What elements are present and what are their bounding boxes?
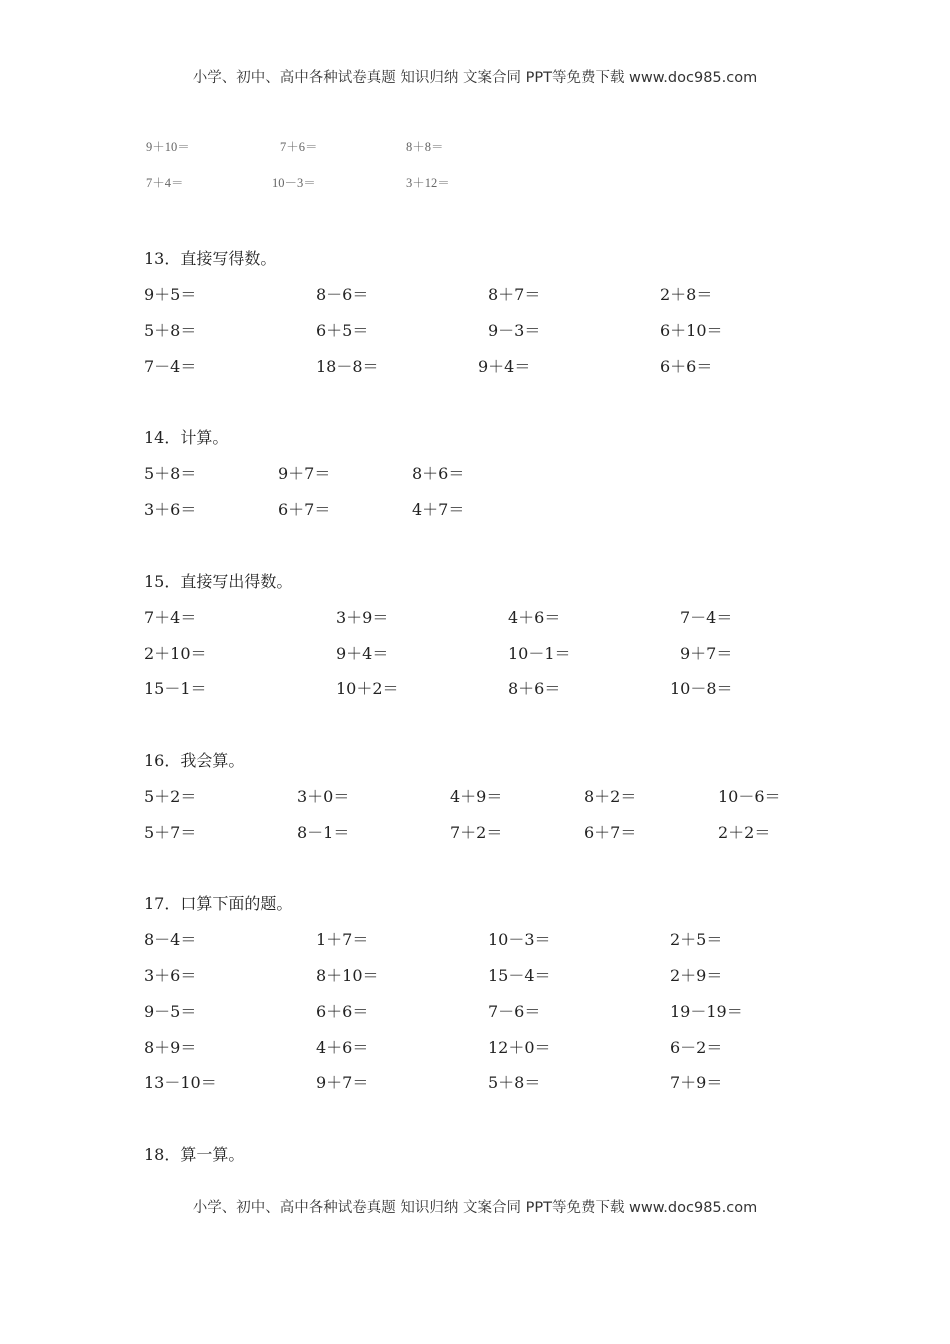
expression: 10－1＝ [508, 644, 571, 663]
expression: 10－6＝ [718, 787, 781, 806]
expression: 6＋6＝ [660, 357, 713, 376]
expression: 2＋9＝ [670, 966, 723, 985]
expression: 10－8＝ [670, 679, 733, 698]
expression: 8＋6＝ [508, 679, 561, 698]
expression: 6＋7＝ [584, 823, 637, 842]
expression: 7－4＝ [680, 608, 733, 627]
expression: 8＋7＝ [488, 285, 541, 304]
expression: 7＋4＝ [144, 608, 197, 627]
expression: 7－4＝ [144, 357, 197, 376]
expression: 13－10＝ [144, 1073, 217, 1092]
expression: 3＋6＝ [144, 966, 197, 985]
expression: 7＋2＝ [450, 823, 503, 842]
expression: 9＋5＝ [144, 285, 197, 304]
expression: 9＋7＝ [680, 644, 733, 663]
q13-title: 13．直接写得数。 [144, 249, 277, 268]
expression: 7＋4＝ [146, 176, 184, 190]
expression: 8＋10＝ [316, 966, 379, 985]
expression: 6－2＝ [670, 1038, 723, 1057]
expression: 9－5＝ [144, 1002, 197, 1021]
expression: 2＋2＝ [718, 823, 771, 842]
expression: 8＋8＝ [406, 140, 444, 154]
expression: 19－19＝ [670, 1002, 743, 1021]
expression: 8＋2＝ [584, 787, 637, 806]
expression: 3＋6＝ [144, 500, 197, 519]
expression: 5＋7＝ [144, 823, 197, 842]
q17-title: 17．口算下面的题。 [144, 894, 293, 913]
q16-title: 16．我会算。 [144, 751, 245, 770]
expression: 8＋9＝ [144, 1038, 197, 1057]
expression: 8－4＝ [144, 930, 197, 949]
expression: 9＋7＝ [316, 1073, 369, 1092]
q14-title: 14．计算。 [144, 428, 229, 447]
expression: 5＋8＝ [144, 321, 197, 340]
expression: 10－3＝ [272, 176, 316, 190]
expression: 1＋7＝ [316, 930, 369, 949]
expression: 9＋10＝ [146, 140, 190, 154]
expression: 5＋8＝ [488, 1073, 541, 1092]
page-footer: 小学、初中、高中各种试卷真题 知识归纳 文案合同 PPT等免费下载 www.doc985.com [192, 1200, 758, 1216]
expression: 3＋9＝ [336, 608, 389, 627]
expression: 9＋4＝ [478, 357, 531, 376]
expression: 15－4＝ [488, 966, 551, 985]
expression: 9－3＝ [488, 321, 541, 340]
expression: 9＋7＝ [278, 464, 331, 483]
expression: 7＋9＝ [670, 1073, 723, 1092]
expression: 4＋6＝ [508, 608, 561, 627]
expression: 3＋12＝ [406, 176, 450, 190]
expression: 2＋10＝ [144, 644, 207, 663]
page-header: 小学、初中、高中各种试卷真题 知识归纳 文案合同 PPT等免费下载 www.doc985.com [192, 70, 758, 86]
q18-title: 18．算一算。 [144, 1145, 245, 1164]
expression: 8－6＝ [316, 285, 369, 304]
expression: 6＋6＝ [316, 1002, 369, 1021]
expression: 10－3＝ [488, 930, 551, 949]
expression: 4＋6＝ [316, 1038, 369, 1057]
expression: 7－6＝ [488, 1002, 541, 1021]
expression: 6＋5＝ [316, 321, 369, 340]
expression: 18－8＝ [316, 357, 379, 376]
expression: 15－1＝ [144, 679, 207, 698]
expression: 9＋4＝ [336, 644, 389, 663]
expression: 8－1＝ [297, 823, 350, 842]
expression: 4＋7＝ [412, 500, 465, 519]
expression: 8＋6＝ [412, 464, 465, 483]
expression: 2＋5＝ [670, 930, 723, 949]
expression: 5＋8＝ [144, 464, 197, 483]
expression: 3＋0＝ [297, 787, 350, 806]
expression: 6＋7＝ [278, 500, 331, 519]
expression: 4＋9＝ [450, 787, 503, 806]
expression: 10＋2＝ [336, 679, 399, 698]
expression: 12＋0＝ [488, 1038, 551, 1057]
expression: 2＋8＝ [660, 285, 713, 304]
expression: 7＋6＝ [280, 140, 318, 154]
q15-title: 15．直接写出得数。 [144, 572, 293, 591]
expression: 5＋2＝ [144, 787, 197, 806]
expression: 6＋10＝ [660, 321, 723, 340]
